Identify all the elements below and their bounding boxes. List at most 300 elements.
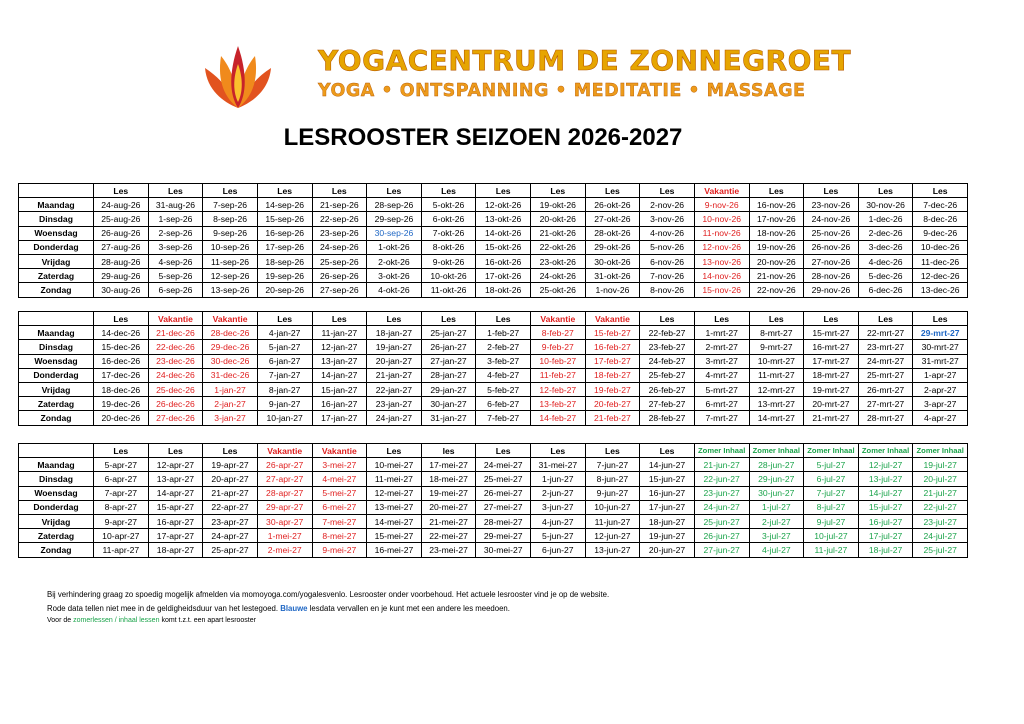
date-cell: 28-dec-26 <box>203 326 258 340</box>
date-cell: 4-mei-27 <box>312 472 367 486</box>
column-header: Les <box>749 184 804 198</box>
column-header: Vakantie <box>312 444 367 458</box>
date-cell: 7-apr-27 <box>94 486 149 500</box>
date-cell: 22-apr-27 <box>203 500 258 514</box>
footer-line-2 <box>47 604 510 613</box>
column-header: Les <box>203 444 258 458</box>
date-cell: 19-jan-27 <box>367 340 422 354</box>
date-cell: 22-mrt-27 <box>858 326 913 340</box>
date-cell: 26-feb-27 <box>640 382 695 396</box>
date-cell: 29-mei-27 <box>476 529 531 543</box>
date-cell: 25-mei-27 <box>476 472 531 486</box>
date-cell: 5-apr-27 <box>94 458 149 472</box>
date-cell: 21-jan-27 <box>367 368 422 382</box>
column-header: Les <box>476 444 531 458</box>
date-cell: 25-jan-27 <box>421 326 476 340</box>
date-cell: 27-mrt-27 <box>858 397 913 411</box>
table-row <box>19 411 968 425</box>
date-cell: 19-mei-27 <box>421 486 476 500</box>
date-cell: 5-jul-27 <box>804 458 859 472</box>
table-row <box>19 254 968 268</box>
table-row <box>19 500 968 514</box>
date-cell: 16-okt-26 <box>476 254 531 268</box>
date-cell: 1-sep-26 <box>148 212 203 226</box>
date-cell: 30-apr-27 <box>257 514 312 528</box>
column-header: Les <box>312 184 367 198</box>
date-cell: 8-mrt-27 <box>749 326 804 340</box>
date-cell: 5-sep-26 <box>148 269 203 283</box>
day-label: Donderdag <box>19 240 94 254</box>
date-cell: 28-okt-26 <box>585 226 640 240</box>
date-cell: 16-jan-27 <box>312 397 367 411</box>
date-cell: 6-sep-26 <box>148 283 203 297</box>
date-cell: 9-dec-26 <box>913 226 968 240</box>
date-cell: 18-feb-27 <box>585 368 640 382</box>
date-cell: 12-feb-27 <box>531 382 586 396</box>
date-cell: 26-dec-26 <box>148 397 203 411</box>
date-cell: 21-nov-26 <box>749 269 804 283</box>
column-header: Les <box>913 184 968 198</box>
date-cell: 20-okt-26 <box>531 212 586 226</box>
table-row <box>19 269 968 283</box>
date-cell: 6-jan-27 <box>257 354 312 368</box>
date-cell: 17-okt-26 <box>476 269 531 283</box>
brand-name: YOGACENTRUM DE ZONNEGROET <box>318 44 852 77</box>
date-cell: 24-okt-26 <box>531 269 586 283</box>
date-cell: 9-sep-26 <box>203 226 258 240</box>
date-cell: 26-jun-27 <box>694 529 749 543</box>
date-cell: 10-okt-26 <box>421 269 476 283</box>
date-cell: 27-nov-26 <box>804 254 859 268</box>
date-cell: 5-mei-27 <box>312 486 367 500</box>
date-cell: 17-jun-27 <box>640 500 695 514</box>
table-row <box>19 397 968 411</box>
date-cell: 20-nov-26 <box>749 254 804 268</box>
date-cell: 28-mei-27 <box>476 514 531 528</box>
date-cell: 22-dec-26 <box>148 340 203 354</box>
day-label: Woensdag <box>19 486 94 500</box>
date-cell: 29-jun-27 <box>749 472 804 486</box>
date-cell: 18-mei-27 <box>421 472 476 486</box>
date-cell: 25-nov-26 <box>804 226 859 240</box>
date-cell: 10-jun-27 <box>585 500 640 514</box>
date-cell: 16-jul-27 <box>858 514 913 528</box>
date-cell: 12-mei-27 <box>367 486 422 500</box>
date-cell: 12-nov-26 <box>694 240 749 254</box>
date-cell: 8-jan-27 <box>257 382 312 396</box>
date-cell: 3-jun-27 <box>531 500 586 514</box>
date-cell: 8-dec-26 <box>913 212 968 226</box>
column-header: Les <box>257 184 312 198</box>
date-cell: 19-sep-26 <box>257 269 312 283</box>
table-row <box>19 283 968 297</box>
date-cell: 8-okt-26 <box>421 240 476 254</box>
date-cell: 7-dec-26 <box>913 198 968 212</box>
date-cell: 24-jun-27 <box>694 500 749 514</box>
date-cell: 18-jul-27 <box>858 543 913 557</box>
date-cell: 2-jan-27 <box>203 397 258 411</box>
day-label: Woensdag <box>19 354 94 368</box>
date-cell: 7-nov-26 <box>640 269 695 283</box>
date-cell: 17-apr-27 <box>148 529 203 543</box>
brand-tagline: YOGA • ONTSPANNING • MEDITATIE • MASSAGE <box>318 81 806 101</box>
date-cell: 3-okt-26 <box>367 269 422 283</box>
date-cell: 4-okt-26 <box>367 283 422 297</box>
date-cell: 17-mrt-27 <box>804 354 859 368</box>
date-cell: 1-jul-27 <box>749 500 804 514</box>
date-cell: 14-sep-26 <box>257 198 312 212</box>
date-cell: 19-okt-26 <box>531 198 586 212</box>
date-cell: 29-dec-26 <box>203 340 258 354</box>
column-header: Les <box>476 312 531 326</box>
date-cell: 8-apr-27 <box>94 500 149 514</box>
date-cell: 24-feb-27 <box>640 354 695 368</box>
date-cell: 22-feb-27 <box>640 326 695 340</box>
date-cell: 4-mrt-27 <box>694 368 749 382</box>
column-header: Vakantie <box>585 312 640 326</box>
header-row <box>19 444 968 458</box>
table-row <box>19 212 968 226</box>
table-row <box>19 529 968 543</box>
date-cell: 30-nov-26 <box>858 198 913 212</box>
date-cell: 28-apr-27 <box>257 486 312 500</box>
date-cell: 21-mrt-27 <box>804 411 859 425</box>
table-row <box>19 458 968 472</box>
date-cell: 2-jul-27 <box>749 514 804 528</box>
date-cell: 30-mei-27 <box>476 543 531 557</box>
date-cell: 2-mrt-27 <box>694 340 749 354</box>
date-cell: 6-jul-27 <box>804 472 859 486</box>
date-cell: 7-mei-27 <box>312 514 367 528</box>
date-cell: 14-apr-27 <box>148 486 203 500</box>
date-cell: 13-sep-26 <box>203 283 258 297</box>
date-cell: 1-jun-27 <box>531 472 586 486</box>
date-cell: 31-dec-26 <box>203 368 258 382</box>
column-header: Vakantie <box>203 312 258 326</box>
date-cell: 27-feb-27 <box>640 397 695 411</box>
date-cell: 3-feb-27 <box>476 354 531 368</box>
date-cell: 15-dec-26 <box>94 340 149 354</box>
date-cell: 17-nov-26 <box>749 212 804 226</box>
date-cell: 11-mrt-27 <box>749 368 804 382</box>
column-header: Vakantie <box>531 312 586 326</box>
brand-block <box>318 46 851 102</box>
column-header: Les <box>148 444 203 458</box>
schedule-table-3 <box>18 443 968 558</box>
date-cell: 10-feb-27 <box>531 354 586 368</box>
date-cell: 7-jun-27 <box>585 458 640 472</box>
table-row <box>19 486 968 500</box>
column-header: Les <box>749 312 804 326</box>
column-header: Les <box>476 184 531 198</box>
date-cell: 6-jun-27 <box>531 543 586 557</box>
date-cell: 18-sep-26 <box>257 254 312 268</box>
date-cell: 10-jul-27 <box>804 529 859 543</box>
date-cell: 19-dec-26 <box>94 397 149 411</box>
date-cell: 21-apr-27 <box>203 486 258 500</box>
table-row <box>19 382 968 396</box>
date-cell: 2-apr-27 <box>913 382 968 396</box>
date-cell: 9-jul-27 <box>804 514 859 528</box>
date-cell: 30-jan-27 <box>421 397 476 411</box>
day-label: Zondag <box>19 543 94 557</box>
schedule-table-2 <box>18 311 968 426</box>
date-cell: 2-feb-27 <box>476 340 531 354</box>
date-cell: 25-aug-26 <box>94 212 149 226</box>
date-cell: 2-dec-26 <box>858 226 913 240</box>
date-cell: 20-mrt-27 <box>804 397 859 411</box>
date-cell: 25-okt-26 <box>531 283 586 297</box>
date-cell: 25-dec-26 <box>148 382 203 396</box>
date-cell: 19-apr-27 <box>203 458 258 472</box>
date-cell: 10-jan-27 <box>257 411 312 425</box>
column-header: Vakantie <box>148 312 203 326</box>
date-cell: 21-okt-26 <box>531 226 586 240</box>
corner-cell <box>19 312 94 326</box>
date-cell: 1-dec-26 <box>858 212 913 226</box>
date-cell: 29-apr-27 <box>257 500 312 514</box>
date-cell: 11-jul-27 <box>804 543 859 557</box>
footer-summer-link: zomerlessen / inhaal lessen <box>73 617 160 624</box>
date-cell: 13-dec-26 <box>913 283 968 297</box>
date-cell: 14-feb-27 <box>531 411 586 425</box>
date-cell: 18-jun-27 <box>640 514 695 528</box>
column-header: Les <box>640 312 695 326</box>
date-cell: 2-jun-27 <box>531 486 586 500</box>
date-cell: 3-mrt-27 <box>694 354 749 368</box>
day-label: Zaterdag <box>19 269 94 283</box>
date-cell: 17-sep-26 <box>257 240 312 254</box>
date-cell: 17-feb-27 <box>585 354 640 368</box>
date-cell: 22-okt-26 <box>531 240 586 254</box>
date-cell: 9-mei-27 <box>312 543 367 557</box>
date-cell: 22-sep-26 <box>312 212 367 226</box>
date-cell: 9-jun-27 <box>585 486 640 500</box>
column-header: Les <box>531 184 586 198</box>
date-cell: 16-jun-27 <box>640 486 695 500</box>
date-cell: 8-nov-26 <box>640 283 695 297</box>
date-cell: 11-jun-27 <box>585 514 640 528</box>
date-cell: 31-okt-26 <box>585 269 640 283</box>
date-cell: 31-jan-27 <box>421 411 476 425</box>
date-cell: 1-feb-27 <box>476 326 531 340</box>
footer-blue-word: Blauwe <box>280 604 308 613</box>
date-cell: 18-jan-27 <box>367 326 422 340</box>
date-cell: 21-sep-26 <box>312 198 367 212</box>
date-cell: 19-jun-27 <box>640 529 695 543</box>
date-cell: 14-nov-26 <box>694 269 749 283</box>
table-row <box>19 368 968 382</box>
date-cell: 24-jan-27 <box>367 411 422 425</box>
date-cell: 11-apr-27 <box>94 543 149 557</box>
date-cell: 24-jul-27 <box>913 529 968 543</box>
table-row <box>19 226 968 240</box>
date-cell: 13-okt-26 <box>476 212 531 226</box>
date-cell: 7-jul-27 <box>804 486 859 500</box>
date-cell: 6-apr-27 <box>94 472 149 486</box>
date-cell: 10-sep-26 <box>203 240 258 254</box>
date-cell: 13-mrt-27 <box>749 397 804 411</box>
footer-line-1: Bij verhindering graag zo spoedig mogelijk afmelden via momoyoga.com/yogalesvenlo. Lesrooster onder voorbehoud. Het actuele lesrooster vind je op de website. <box>47 590 610 599</box>
date-cell: 22-mei-27 <box>421 529 476 543</box>
date-cell: 17-jul-27 <box>858 529 913 543</box>
date-cell: 12-okt-26 <box>476 198 531 212</box>
date-cell: 26-okt-26 <box>585 198 640 212</box>
date-cell: 5-mrt-27 <box>694 382 749 396</box>
date-cell: 21-mei-27 <box>421 514 476 528</box>
date-cell: 2-nov-26 <box>640 198 695 212</box>
day-label: Dinsdag <box>19 472 94 486</box>
date-cell: 10-nov-26 <box>694 212 749 226</box>
column-header: Les <box>367 312 422 326</box>
date-cell: 28-jun-27 <box>749 458 804 472</box>
date-cell: 15-mei-27 <box>367 529 422 543</box>
day-label: Vrijdag <box>19 382 94 396</box>
day-label: Vrijdag <box>19 514 94 528</box>
date-cell: 22-jul-27 <box>913 500 968 514</box>
date-cell: 4-jan-27 <box>257 326 312 340</box>
date-cell: 24-apr-27 <box>203 529 258 543</box>
date-cell: 11-sep-26 <box>203 254 258 268</box>
date-cell: 5-jun-27 <box>531 529 586 543</box>
date-cell: 20-sep-26 <box>257 283 312 297</box>
column-header: Les <box>312 312 367 326</box>
date-cell: 4-feb-27 <box>476 368 531 382</box>
column-header: Les <box>367 444 422 458</box>
date-cell: 14-dec-26 <box>94 326 149 340</box>
date-cell: 5-feb-27 <box>476 382 531 396</box>
day-label: Maandag <box>19 198 94 212</box>
date-cell: 13-jun-27 <box>585 543 640 557</box>
date-cell: 14-jul-27 <box>858 486 913 500</box>
date-cell: 15-jun-27 <box>640 472 695 486</box>
date-cell: 27-dec-26 <box>148 411 203 425</box>
date-cell: 14-mrt-27 <box>749 411 804 425</box>
column-header: Les <box>421 184 476 198</box>
date-cell: 17-jan-27 <box>312 411 367 425</box>
date-cell: 11-nov-26 <box>694 226 749 240</box>
date-cell: 19-feb-27 <box>585 382 640 396</box>
header-row <box>19 184 968 198</box>
day-label: Zondag <box>19 283 94 297</box>
date-cell: 16-dec-26 <box>94 354 149 368</box>
date-cell: 12-jul-27 <box>858 458 913 472</box>
date-cell: 17-mei-27 <box>421 458 476 472</box>
date-cell: 5-jan-27 <box>257 340 312 354</box>
date-cell: 25-mrt-27 <box>858 368 913 382</box>
date-cell: 5-okt-26 <box>421 198 476 212</box>
date-cell: 21-feb-27 <box>585 411 640 425</box>
date-cell: 2-okt-26 <box>367 254 422 268</box>
date-cell: 9-jan-27 <box>257 397 312 411</box>
date-cell: 26-nov-26 <box>804 240 859 254</box>
column-header: Les <box>148 184 203 198</box>
date-cell: 4-apr-27 <box>913 411 968 425</box>
date-cell: 6-nov-26 <box>640 254 695 268</box>
date-cell: 21-jul-27 <box>913 486 968 500</box>
page-title: LESROOSTER SEIZOEN 2026-2027 <box>283 124 683 151</box>
date-cell: 13-jul-27 <box>858 472 913 486</box>
date-cell: 20-mei-27 <box>421 500 476 514</box>
date-cell: 22-jan-27 <box>367 382 422 396</box>
column-header: Les <box>585 184 640 198</box>
column-header: Zomer Inhaal <box>694 444 749 458</box>
date-cell: 16-nov-26 <box>749 198 804 212</box>
date-cell: 3-nov-26 <box>640 212 695 226</box>
date-cell: 27-apr-27 <box>257 472 312 486</box>
date-cell: 4-nov-26 <box>640 226 695 240</box>
date-cell: 28-sep-26 <box>367 198 422 212</box>
date-cell: 18-nov-26 <box>749 226 804 240</box>
column-header: Les <box>257 312 312 326</box>
column-header: Les <box>367 184 422 198</box>
date-cell: 21-jun-27 <box>694 458 749 472</box>
date-cell: 7-mrt-27 <box>694 411 749 425</box>
column-header: Zomer Inhaal <box>913 444 968 458</box>
date-cell: 17-dec-26 <box>94 368 149 382</box>
column-header: Les <box>858 312 913 326</box>
date-cell: 8-sep-26 <box>203 212 258 226</box>
day-label: Maandag <box>19 326 94 340</box>
date-cell: 10-mei-27 <box>367 458 422 472</box>
date-cell: 15-mrt-27 <box>804 326 859 340</box>
table-row <box>19 543 968 557</box>
date-cell: 20-jul-27 <box>913 472 968 486</box>
column-header: les <box>421 444 476 458</box>
table-row <box>19 240 968 254</box>
date-cell: 22-nov-26 <box>749 283 804 297</box>
date-cell: 27-sep-26 <box>312 283 367 297</box>
day-label: Vrijdag <box>19 254 94 268</box>
date-cell: 28-feb-27 <box>640 411 695 425</box>
corner-cell <box>19 184 94 198</box>
date-cell: 27-okt-26 <box>585 212 640 226</box>
table-row <box>19 472 968 486</box>
date-cell: 3-jul-27 <box>749 529 804 543</box>
date-cell: 8-jul-27 <box>804 500 859 514</box>
column-header: Les <box>640 444 695 458</box>
date-cell: 13-mei-27 <box>367 500 422 514</box>
date-cell: 5-nov-26 <box>640 240 695 254</box>
date-cell: 3-apr-27 <box>913 397 968 411</box>
date-cell: 4-jun-27 <box>531 514 586 528</box>
date-cell: 13-feb-27 <box>531 397 586 411</box>
date-cell: 14-jun-27 <box>640 458 695 472</box>
date-cell: 15-sep-26 <box>257 212 312 226</box>
day-label: Zondag <box>19 411 94 425</box>
date-cell: 12-sep-26 <box>203 269 258 283</box>
date-cell: 30-sep-26 <box>367 226 422 240</box>
date-cell: 20-apr-27 <box>203 472 258 486</box>
date-cell: 18-mrt-27 <box>804 368 859 382</box>
date-cell: 28-nov-26 <box>804 269 859 283</box>
date-cell: 16-feb-27 <box>585 340 640 354</box>
date-cell: 11-mei-27 <box>367 472 422 486</box>
date-cell: 23-dec-26 <box>148 354 203 368</box>
date-cell: 27-mei-27 <box>476 500 531 514</box>
date-cell: 30-jun-27 <box>749 486 804 500</box>
date-cell: 15-jan-27 <box>312 382 367 396</box>
date-cell: 1-okt-26 <box>367 240 422 254</box>
date-cell: 11-jan-27 <box>312 326 367 340</box>
date-cell: 29-sep-26 <box>367 212 422 226</box>
date-cell: 3-jan-27 <box>203 411 258 425</box>
date-cell: 1-mrt-27 <box>694 326 749 340</box>
date-cell: 4-dec-26 <box>858 254 913 268</box>
table-row <box>19 514 968 528</box>
column-header: Vakantie <box>694 184 749 198</box>
date-cell: 29-okt-26 <box>585 240 640 254</box>
